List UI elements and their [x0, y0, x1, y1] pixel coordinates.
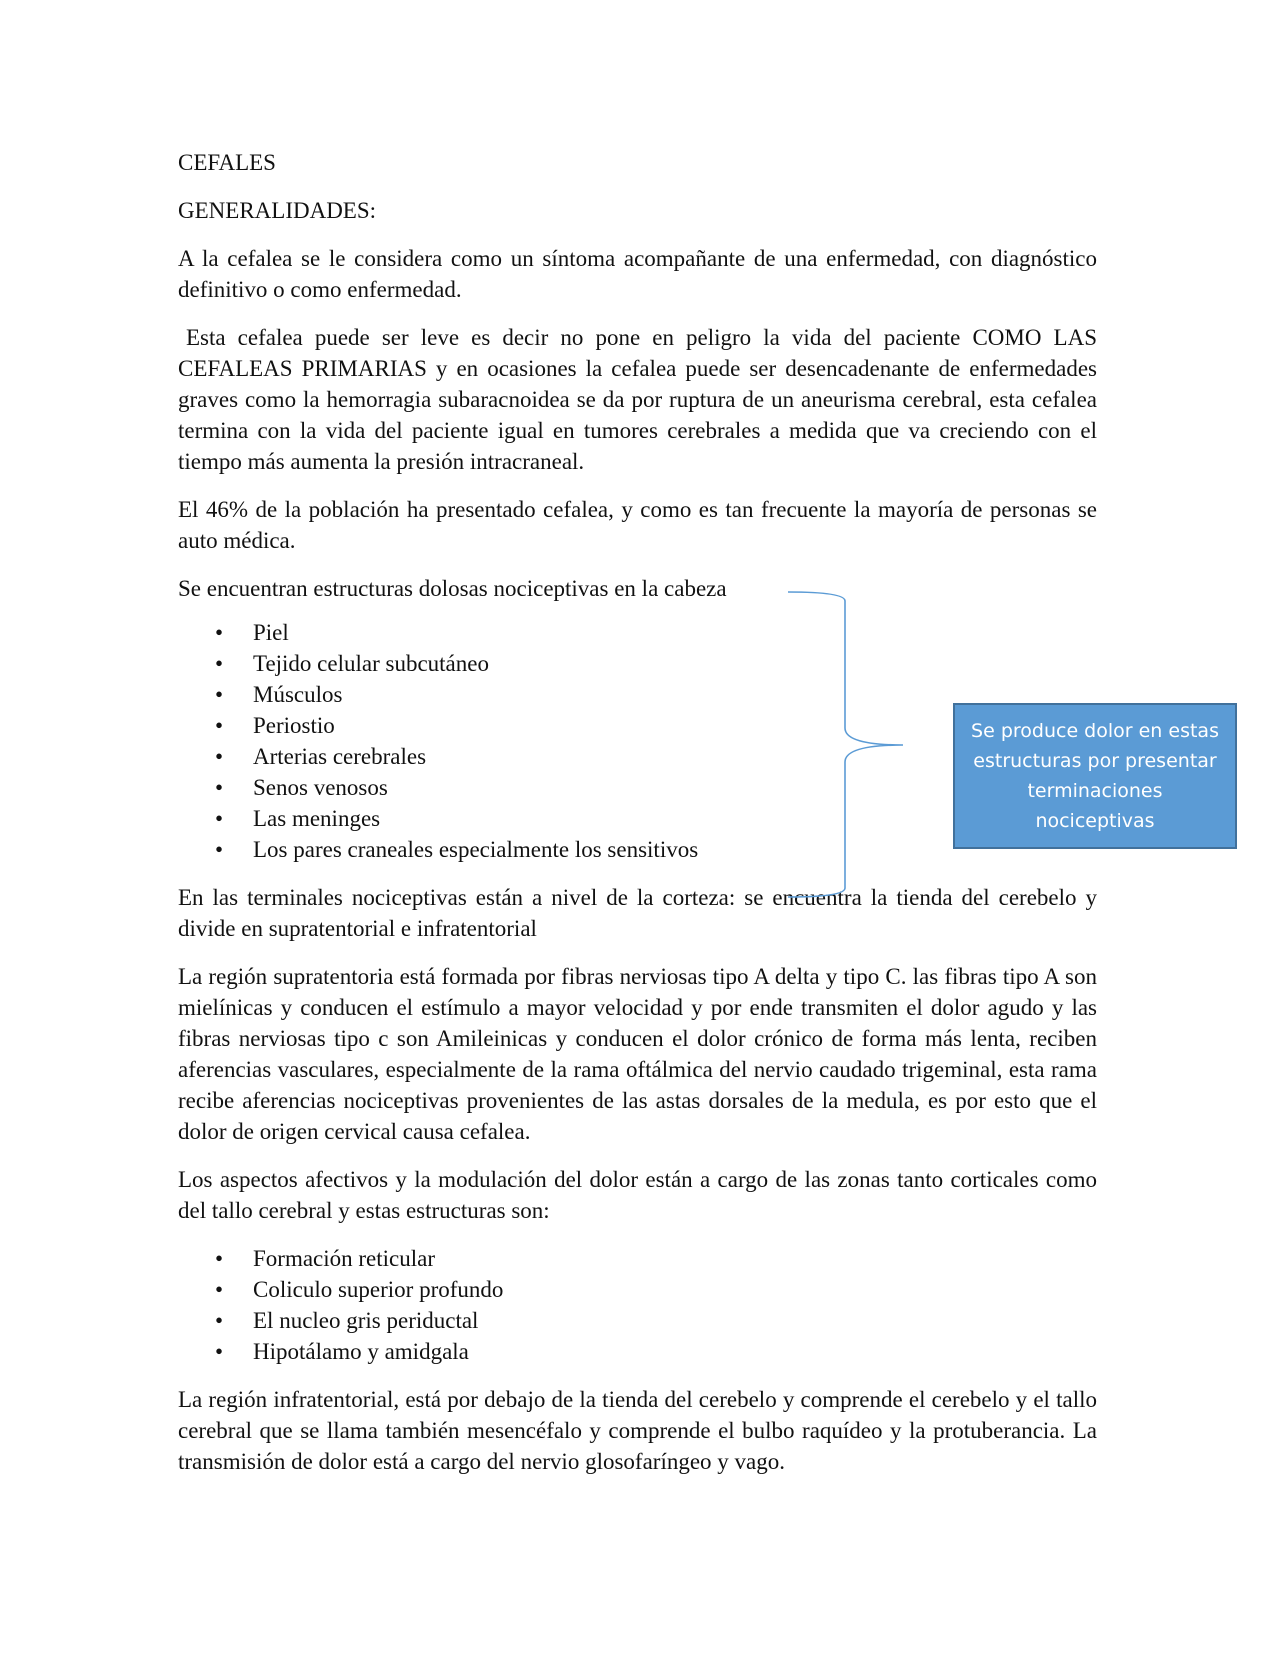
list-item: • Tejido celular subcutáneo: [253, 648, 1097, 679]
paragraph-terminals: En las terminales nociceptivas están a nivel de la corteza: se encuentra la tienda del cerebelo y divide en supratentorial e infratentorial: [178, 885, 1097, 941]
list-item: • Músculos: [253, 679, 1097, 710]
list-item: • Periostio: [253, 710, 1097, 741]
paragraph-severity: Esta cefalea puede ser leve es decir no pone en peligro la vida del paciente COMO LAS CEFALEAS PRIMARIAS y en ocasiones la cefalea puede ser desencadenante de enfermedades graves como la hemorragia subaracnoidea se da por ruptura de un aneurisma cerebral, esta cefalea termina con la vida del paciente igual en tumores cerebrales a medida que va creciendo con el tiempo más aumenta la presión intracraneal.: [178, 325, 1097, 474]
modulation-structures-list: [178, 1243, 1097, 1367]
callout-box: [953, 703, 1237, 849]
document-title: CEFALES: [178, 150, 276, 175]
list-item: • Las meninges: [253, 803, 1097, 834]
paragraph-definition: A la cefalea se le considera como un síntoma acompañante de una enfermedad, con diagnóstico definitivo o como enfermedad.: [178, 246, 1097, 302]
paragraph-statistics: El 46% de la población ha presentado cefalea, y como es tan frecuente la mayoría de personas se auto médica.: [178, 497, 1097, 553]
paragraph-supratentorial: La región supratentoria está formada por fibras nerviosas tipo A delta y tipo C. las fibras tipo A son mielínicas y conducen el estímulo a mayor velocidad y por ende transmiten el dolor agudo y las fibras nerviosas tipo c son Amileinicas y conducen el dolor crónico de forma más lenta, reciben aferencias vasculares, especialmente de la rama oftálmica del nervio caudado trigeminal, esta rama recibe aferencias nociceptivas provenientes de las astas dorsales de la medula, es por esto que el dolor de origen cervical causa cefalea.: [178, 964, 1097, 1144]
list-item: • Piel: [253, 617, 1097, 648]
list-item: • Coliculo superior profundo: [253, 1274, 1097, 1305]
list-item: • El nucleo gris periductal: [253, 1305, 1097, 1336]
list-item: • Arterias cerebrales: [253, 741, 1097, 772]
list-item: • Formación reticular: [253, 1243, 1097, 1274]
callout-text: Se produce dolor en estas estructuras por presentar terminaciones nociceptivas: [971, 720, 1219, 832]
paragraph-structures-intro: Se encuentran estructuras dolosas nociceptivas en la cabeza: [178, 576, 727, 601]
list-item: • Los pares craneales especialmente los sensitivos: [253, 834, 1097, 865]
section-heading: GENERALIDADES:: [178, 198, 377, 223]
list-item: • Hipotálamo y amidgala: [253, 1336, 1097, 1367]
list-item: • Senos venosos: [253, 772, 1097, 803]
paragraph-infratentorial: La región infratentorial, está por debajo de la tienda del cerebelo y comprende el cerebelo y el tallo cerebral que se llama también mesencéfalo y comprende el bulbo raquídeo y la protuberancia. La transmisión de dolor está a cargo del nervio glosofaríngeo y vago.: [178, 1387, 1097, 1474]
paragraph-affective: Los aspectos afectivos y la modulación del dolor están a cargo de las zonas tanto corticales como del tallo cerebral y estas estructuras son:: [178, 1167, 1097, 1223]
